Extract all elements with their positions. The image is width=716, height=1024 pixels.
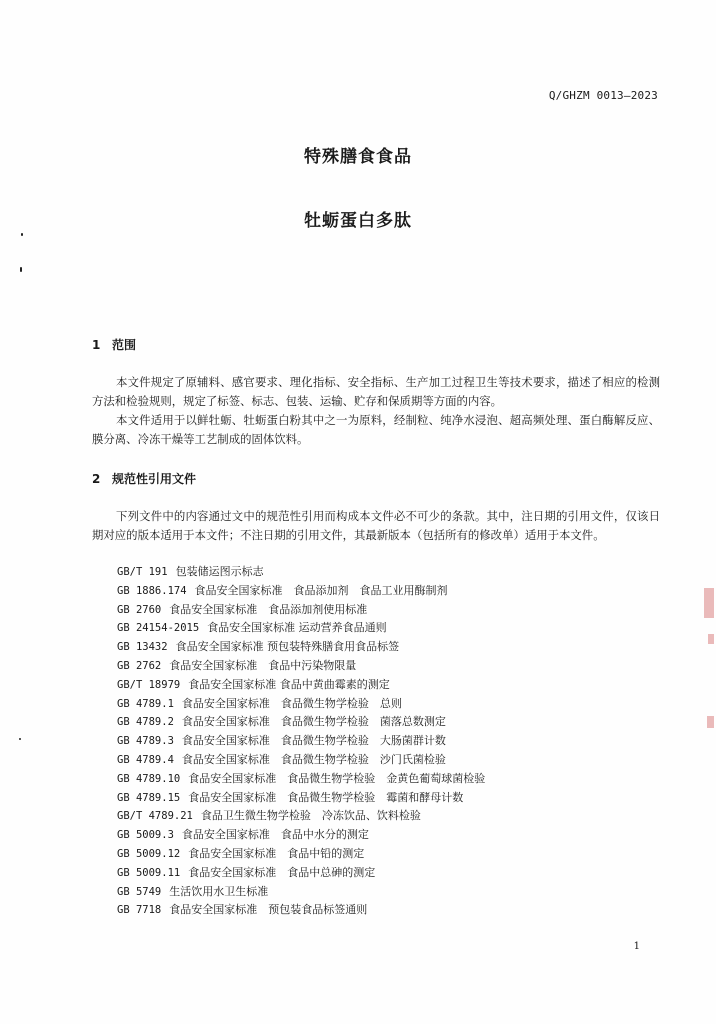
section-number: 1 (92, 338, 101, 352)
section-heading-normative-references (92, 470, 196, 487)
reference-title: 包装储运图示标志 (175, 565, 264, 578)
reference-code: GB 2760 (117, 603, 162, 616)
reference-title: 食品安全国家标准 食品中水分的测定 (181, 828, 369, 842)
document-code: Q/GHZM 0013—2023 (548, 89, 658, 102)
reference-code: GB 4789.3 (117, 735, 174, 748)
reference-title: 食品安全国家标准 食品微生物学检验 金黄色葡萄球菌检验 (188, 771, 486, 785)
reference-code: GB 7718 (117, 904, 162, 917)
reference-code: GB 5009.12 (117, 847, 181, 860)
reference-item (117, 676, 485, 695)
reference-code: GB 24154-2015 (117, 622, 200, 635)
reference-code: GB/T 18979 (117, 678, 181, 691)
reference-title: 食品安全国家标准 食品微生物学检验 大肠菌群计数 (181, 734, 446, 748)
reference-code: GB 4789.1 (117, 697, 174, 710)
reference-code: GB 4789.2 (117, 716, 174, 729)
reference-code: GB 5749 (117, 885, 162, 898)
document-title-category: 特殊膳食食品 (304, 147, 412, 167)
reference-title: 食品安全国家标准 食品中总砷的测定 (188, 865, 376, 879)
reference-title: 生活饮用水卫生标准 (169, 884, 269, 898)
section-number: 2 (92, 472, 101, 486)
reference-code: GB 5009.3 (117, 829, 174, 842)
reference-item (117, 845, 485, 864)
scope-paragraph-2: 本文件适用于以鲜牡蛎、牡蛎蛋白粉其中之一为原料，经制粒、纯净水浸泡、超高频处理、蛋白酶解反应、膜分离、冷冻干燥等工艺制成的固体饮料。 (92, 413, 660, 446)
reference-code: GB 4789.10 (117, 772, 181, 785)
reference-title: 食品安全国家标准 食品添加剂使用标准 (169, 602, 368, 616)
reference-code: GB 4789.4 (117, 753, 174, 766)
reference-item (117, 619, 485, 638)
reference-code: GB 2762 (117, 659, 162, 672)
reference-title: 食品安全国家标准 预包装特殊膳食用食品标签 (175, 640, 400, 654)
section-title: 规范性引用文件 (112, 472, 197, 486)
reference-title: 食品安全国家标准 食品微生物学检验 菌落总数测定 (181, 715, 446, 729)
reference-item (117, 657, 485, 676)
reference-code: GB/T 191 (117, 566, 168, 578)
reference-title: 食品安全国家标准 运动营养食品通则 (207, 621, 387, 635)
reference-code: GB 4789.15 (117, 791, 181, 804)
reference-item (117, 826, 485, 845)
reference-item (117, 582, 485, 601)
reference-item (117, 864, 485, 883)
reference-code: GB 1886.174 (117, 584, 187, 597)
scan-speck (19, 738, 21, 740)
scope-paragraph-1: 本文件规定了原辅料、感官要求、理化指标、安全指标、生产加工过程卫生等技术要求，描述了相应的检测方法和检验规则，规定了标签、标志、包装、运输、贮存和保质期等方面的内容。 (92, 375, 660, 408)
reference-item (117, 638, 485, 657)
reference-title: 食品安全国家标准 食品微生物学检验 沙门氏菌检验 (181, 752, 446, 766)
reference-title: 食品安全国家标准 食品中铅的测定 (188, 846, 365, 860)
reference-title: 食品安全国家标准 食品微生物学检验 霉菌和酵母计数 (188, 790, 464, 804)
reference-title: 食品安全国家标准 预包装食品标签通则 (169, 903, 368, 917)
reference-item (117, 732, 485, 751)
reference-item (117, 695, 485, 714)
reference-code: GB/T 4789.21 (117, 810, 193, 823)
reference-title: 食品安全国家标准 食品添加剂 食品工业用酶制剂 (194, 583, 448, 597)
reference-item (117, 770, 485, 789)
reference-item (117, 751, 485, 770)
section-title: 范围 (112, 338, 137, 352)
scan-edge-mark (708, 634, 714, 644)
reference-item (117, 601, 485, 620)
reference-title: 食品安全国家标准 食品中污染物限量 (169, 658, 357, 672)
section-heading-scope (92, 336, 136, 353)
document-title-product: 牡蛎蛋白多肽 (304, 211, 412, 231)
reference-title: 食品卫生微生物学检验 冷冻饮品、饮料检验 (200, 809, 421, 823)
reference-code: GB 5009.11 (117, 866, 181, 879)
reference-item (117, 713, 485, 732)
scan-speck (21, 233, 23, 236)
reference-item (117, 807, 485, 826)
scan-edge-mark (704, 588, 714, 618)
scan-speck (20, 267, 22, 272)
scan-edge-mark (707, 716, 714, 728)
reference-item (117, 563, 485, 582)
page-number: 1 (633, 941, 640, 952)
reference-list (117, 563, 485, 920)
reference-item (117, 901, 485, 920)
reference-code: GB 13432 (117, 641, 168, 654)
reference-title: 食品安全国家标准 食品中黄曲霉素的测定 (188, 677, 390, 691)
references-intro: 下列文件中的内容通过文中的规范性引用而构成本文件必不可少的条款。其中，注日期的引用文件，仅该日期对应的版本适用于本文件；不注日期的引用文件，其最新版本（包括所有的修改单）适用于本文件。 (92, 509, 660, 542)
reference-title: 食品安全国家标准 食品微生物学检验 总则 (181, 696, 402, 710)
reference-item (117, 883, 485, 902)
reference-item (117, 789, 485, 808)
